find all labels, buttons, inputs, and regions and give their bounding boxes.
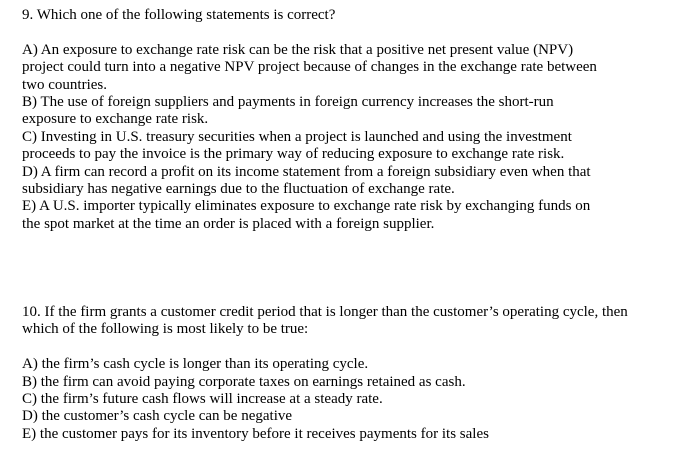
option-9a [22, 42, 654, 94]
question-10 [22, 304, 654, 443]
option-9a-line-3: two countries. [22, 76, 107, 93]
question-10-stem-line-1: 10. If the firm grants a customer credit period that is longer than the customer’s operating cycle, then [22, 304, 628, 320]
question-9 [22, 7, 654, 233]
option-9c-line-2: proceeds to pay the invoice is the primary way of reducing exposure to exchange rate risk. [22, 146, 565, 163]
option-9b [22, 94, 654, 129]
option-9e-line-1: E) A U.S. importer typically eliminates exposure to exchange rate risk by exchanging funds on [22, 198, 591, 215]
option-9d-line-2: subsidiary has negative earnings due to the fluctuation of exchange rate. [22, 180, 455, 197]
option-9e [22, 198, 654, 233]
option-10a: A) the firm’s cash cycle is longer than its operating cycle. [22, 356, 369, 373]
spacer [22, 339, 654, 356]
option-10b: B) the firm can avoid paying corporate taxes on earnings retained as cash. [22, 373, 466, 390]
option-9a-line-1: A) An exposure to exchange rate risk can be the risk that a positive net present value (NPV) [22, 41, 574, 58]
option-10d: D) the customer’s cash cycle can be negative [22, 408, 293, 425]
option-9c [22, 129, 654, 164]
option-9d-line-1: D) A firm can record a profit on its income statement from a foreign subsidiary even when that [22, 163, 591, 180]
question-10-stem-line-2: which of the following is most likely to be true: [22, 321, 309, 338]
option-10e: E) the customer pays for its inventory before it receives payments for its sales [22, 425, 489, 442]
option-9e-line-2: the spot market at the time an order is placed with a foreign supplier. [22, 215, 435, 232]
option-9a-line-2: project could turn into a negative NPV project because of changes in the exchange rate between [22, 59, 597, 76]
option-9b-line-1: B) The use of foreign suppliers and payments in foreign currency increases the short-run [22, 93, 554, 110]
option-9c-line-1: C) Investing in U.S. treasury securities when a project is launched and using the investment [22, 128, 572, 145]
question-9-stem: 9. Which one of the following statements is correct? [22, 7, 336, 23]
option-9d [22, 164, 654, 199]
spacer [22, 24, 654, 41]
option-10c: C) the firm’s future cash flows will increase at a steady rate. [22, 390, 383, 407]
option-9b-line-2: exposure to exchange rate risk. [22, 111, 209, 128]
